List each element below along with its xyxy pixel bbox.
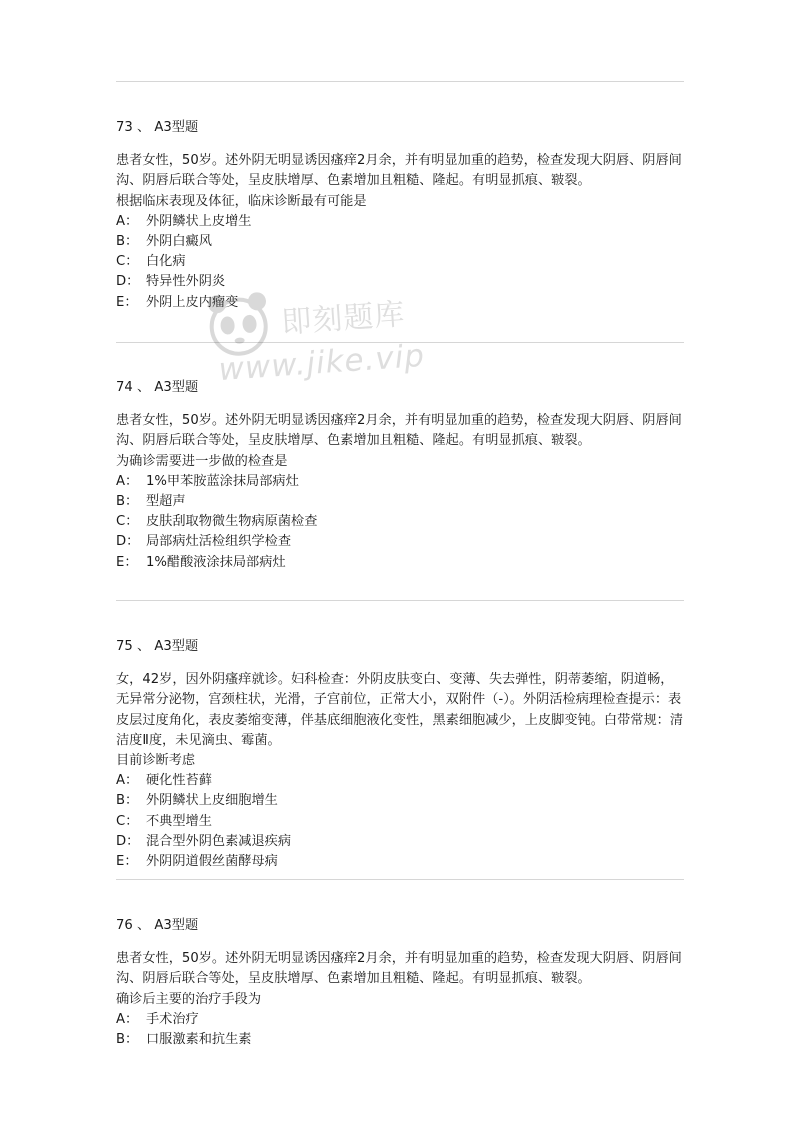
- divider-74-75: [116, 600, 684, 601]
- option-text: 外阴上皮内瘤变: [146, 294, 239, 310]
- option-text: 白化病: [146, 254, 186, 270]
- question-header: 73 、 A3型题: [116, 120, 199, 135]
- question-stem: 患者女性，50岁。述外阴无明显诱因瘙痒2月余，并有明显加重的趋势，检查发现大阴唇、阴唇间沟、阴唇后联合等处，呈皮肤增厚、色素增加且粗糙、隆起。有明显抓痕、皲裂。: [116, 413, 682, 449]
- question-prompt: 目前诊断考虑: [116, 753, 196, 769]
- option-letter: B：: [116, 793, 139, 809]
- option-letter: D：: [116, 274, 140, 290]
- option-b: [116, 232, 686, 252]
- option-letter: A：: [116, 1011, 139, 1027]
- option-text: 手术治疗: [146, 1011, 199, 1027]
- option-e: [116, 293, 686, 313]
- question-prompt: 根据临床表现及体征，临床诊断最有可能是: [116, 193, 367, 209]
- option-letter: A：: [116, 473, 139, 489]
- option-text: 皮肤刮取物微生物病原菌检查: [146, 514, 318, 530]
- option-letter: B：: [116, 494, 139, 510]
- question-stem: 患者女性，50岁。述外阴无明显诱因瘙痒2月余，并有明显加重的趋势，检查发现大阴唇、阴唇间沟、阴唇后联合等处，呈皮肤增厚、色素增加且粗糙、隆起。有明显抓痕、皲裂。: [116, 153, 682, 189]
- option-a: [116, 472, 686, 492]
- option-text: 外阴阴道假丝菌酵母病: [146, 854, 278, 870]
- option-d: [116, 832, 686, 852]
- question-header: 74 、 A3型题: [116, 380, 199, 395]
- question-header: 76 、 A3型题: [116, 918, 199, 933]
- option-b: [116, 791, 686, 811]
- option-text: 1%醋酸液涂抹局部病灶: [146, 554, 286, 570]
- option-text: 1%甲苯胺蓝涂抹局部病灶: [146, 473, 299, 489]
- option-text: 硬化性苔藓: [146, 773, 212, 789]
- option-c: [116, 812, 686, 832]
- option-text: 局部病灶活检组织学检查: [146, 534, 292, 550]
- option-d: [116, 272, 686, 292]
- question-76: [116, 916, 686, 1050]
- option-e: [116, 553, 686, 573]
- option-d: [116, 532, 686, 552]
- option-c: [116, 252, 686, 272]
- divider-top: [116, 81, 684, 82]
- question-prompt: 确诊后主要的治疗手段为: [116, 991, 262, 1007]
- option-letter: C：: [116, 514, 139, 530]
- question-74: [116, 378, 686, 573]
- option-c: [116, 512, 686, 532]
- option-letter: A：: [116, 213, 139, 229]
- option-letter: E：: [116, 294, 138, 310]
- question-73: [116, 118, 686, 313]
- option-text: 口服激素和抗生素: [146, 1032, 252, 1048]
- option-letter: E：: [116, 854, 138, 870]
- option-a: [116, 212, 686, 232]
- question-75: [116, 637, 686, 872]
- divider-75-76: [116, 879, 684, 880]
- option-text: 外阴鳞状上皮增生: [146, 213, 252, 229]
- divider-73-74: [116, 342, 684, 343]
- option-e: [116, 852, 686, 872]
- option-text: 外阴白癜风: [146, 234, 212, 250]
- option-letter: E：: [116, 554, 138, 570]
- question-stem: 患者女性，50岁。述外阴无明显诱因瘙痒2月余，并有明显加重的趋势，检查发现大阴唇、阴唇间沟、阴唇后联合等处，呈皮肤增厚、色素增加且粗糙、隆起。有明显抓痕、皲裂。: [116, 951, 682, 987]
- option-letter: C：: [116, 813, 139, 829]
- option-letter: D：: [116, 833, 140, 849]
- option-letter: C：: [116, 254, 139, 270]
- option-text: 外阴鳞状上皮细胞增生: [146, 793, 278, 809]
- option-text: 特异性外阴炎: [146, 274, 226, 290]
- option-text: 型超声: [146, 494, 186, 510]
- question-prompt: 为确诊需要进一步做的检查是: [116, 453, 288, 469]
- option-text: 不典型增生: [146, 813, 212, 829]
- question-stem: 女，42岁，因外阴瘙痒就诊。妇科检查：外阴皮肤变白、变薄、失去弹性，阴蒂萎缩，阴道畅，无异常分泌物，宫颈柱状，光滑，子宫前位，正常大小，双附件（-）。外阴活检病理检查提示：表皮层过度角化，表皮萎缩变薄，伴基底细胞液化变性，黑素细胞减少，上皮脚变钝。白带常规：清洁度Ⅱ度，未见滴虫、霉菌。: [116, 672, 684, 748]
- question-header: 75 、 A3型题: [116, 639, 199, 654]
- option-letter: A：: [116, 773, 139, 789]
- option-a: [116, 771, 686, 791]
- option-b: [116, 492, 686, 512]
- option-letter: B：: [116, 1032, 139, 1048]
- option-letter: B：: [116, 234, 139, 250]
- watermark-brand: 即刻题库: [280, 297, 407, 341]
- option-a: [116, 1010, 686, 1030]
- option-text: 混合型外阴色素减退疾病: [146, 833, 292, 849]
- option-b: [116, 1030, 686, 1050]
- watermark-url: www.jike.vip: [217, 337, 427, 389]
- option-letter: D：: [116, 534, 140, 550]
